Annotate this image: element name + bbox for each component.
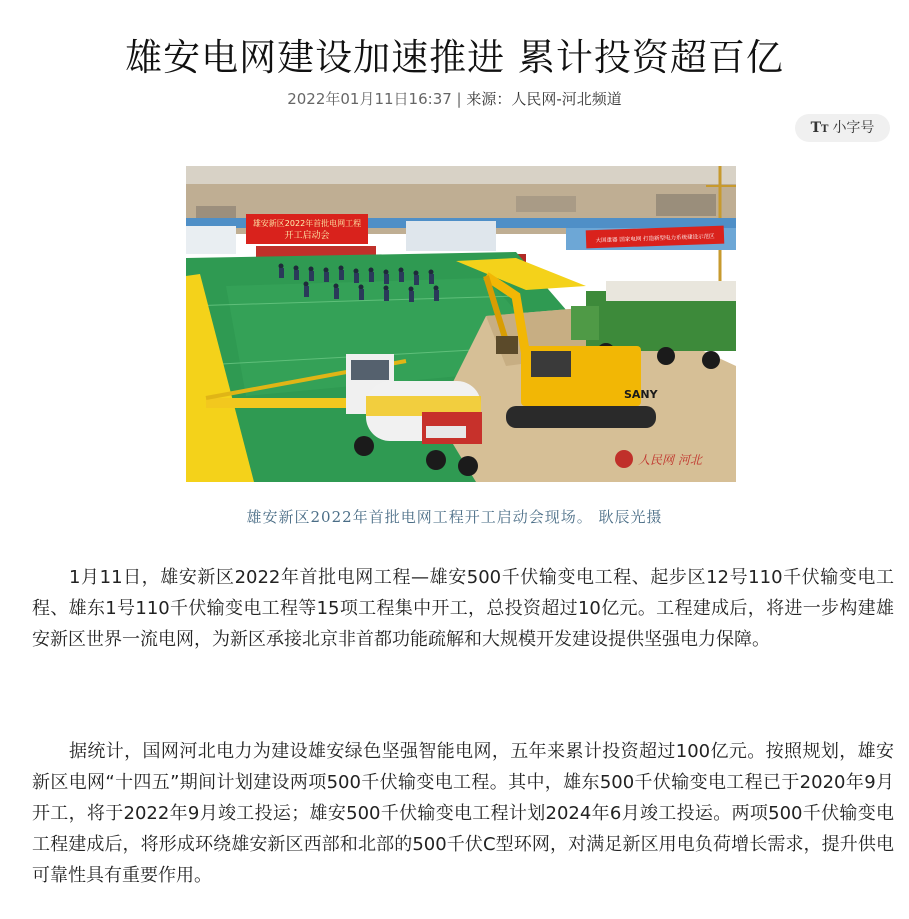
- article-paragraph-2: 据统计，国网河北电力为建设雄安绿色坚强智能电网，五年来累计投资超过100亿元。按照规划，雄安新区电网“十四五”期间计划建设两项500千伏输变电工程。其中，雄东500千伏输变电工程已于2020年9月开工，将于2022年9月竣工投运；雄安500千伏输变电工程计划2024年6月竣工投运。两项500千伏输变电工程建成后，将形成环绕雄安新区西部和北部的500千伏C型环网，对满足新区用电负荷增长需求，提升供电可靠性具有重要作用。: [32, 741, 894, 886]
- font-size-toggle-button[interactable]: [795, 114, 890, 142]
- photo-caption: 雄安新区2022年首批电网工程开工启动会现场。 耿辰光摄: [246, 508, 663, 526]
- article-source: 来源：人民网-河北频道: [466, 90, 622, 108]
- publish-time: 2022年01月11日16:37: [287, 90, 452, 108]
- photo-side-banner-text: 大国重器 国家电网 打造新型电力系统建设示范区: [595, 233, 715, 245]
- photo-banner-text: 雄安新区2022年首批电网工程: [252, 219, 362, 228]
- meta-separator: |: [451, 90, 467, 108]
- article-photo: [186, 166, 736, 482]
- construction-site-illustration: [186, 166, 736, 482]
- article-meta: [0, 88, 909, 110]
- article-title: 雄安电网建设加速推进 累计投资超百亿: [125, 35, 784, 79]
- photo-banner-subtitle: 开工启动会: [284, 231, 330, 241]
- font-size-toggle-label: 小字号: [832, 120, 875, 136]
- photo-watermark: 人民网 河北: [638, 453, 702, 467]
- article-paragraph-1: 1月11日，雄安新区2022年首批电网工程—雄安500千伏输变电工程、起步区12号110千伏输变电工程、雄东1号110千伏输变电工程等15项工程集中开工，总投资超过10亿元。工程建成后，将进一步构建雄安新区世界一流电网，为新区承接北京非首都功能疏解和大规模开发建设提供坚强电力保障。: [32, 567, 894, 650]
- font-size-icon: TT: [810, 120, 829, 136]
- excavator-brand-text: SANY: [624, 388, 658, 401]
